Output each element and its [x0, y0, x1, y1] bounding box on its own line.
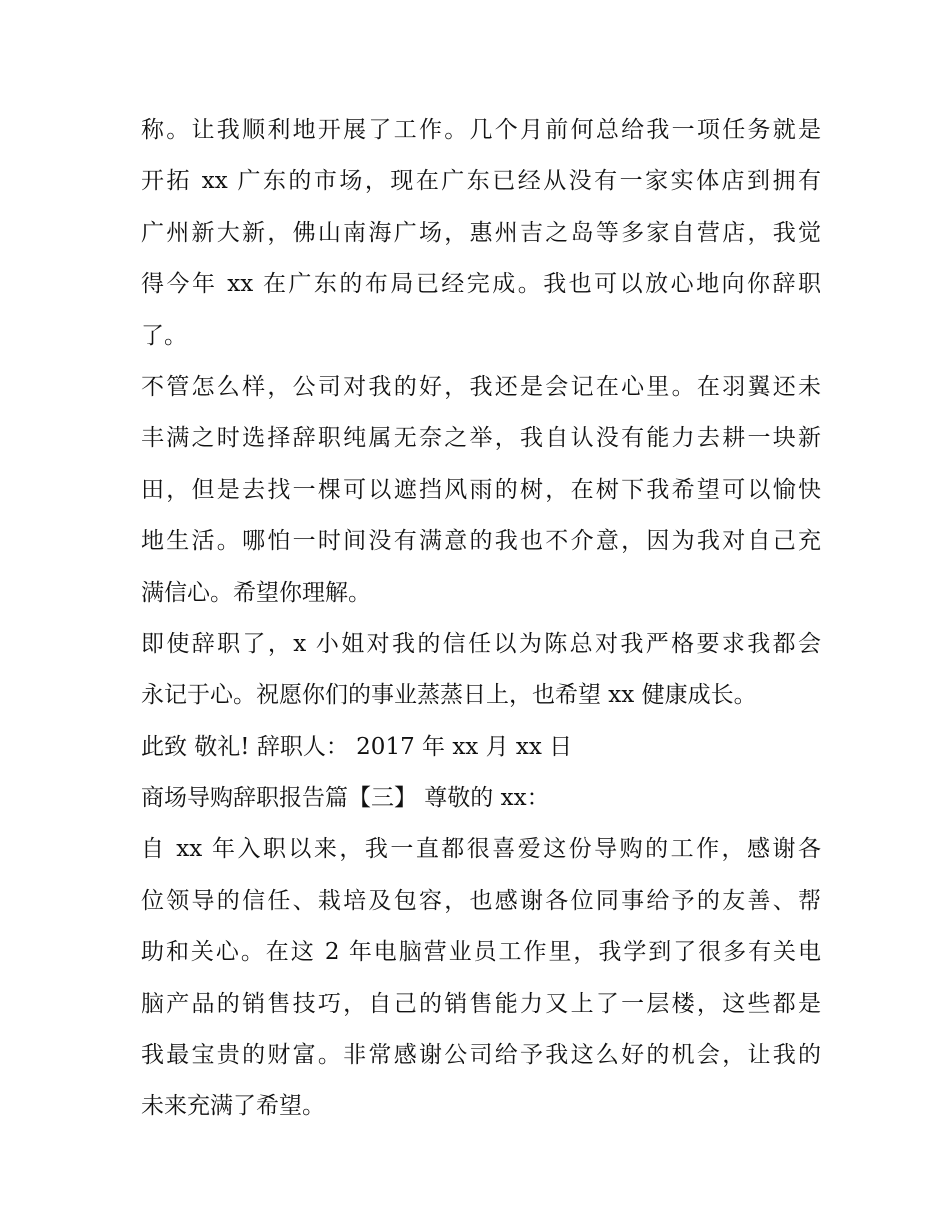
text-line: 满信心。希望你理解。	[141, 579, 371, 606]
text-line: 广州新大新，佛山南海广场，惠州吉之岛等多家自营店，我觉	[141, 219, 821, 246]
text-line: 自 xx 年入职以来，我一直都很喜爱这份导购的工作，感谢各	[141, 836, 821, 863]
text-line: 脑产品的销售技巧，自己的销售能力又上了一层楼，这些都是	[141, 990, 821, 1017]
text-line: 我最宝贵的财富。非常感谢公司给予我这么好的机会，让我的	[141, 1042, 821, 1069]
text-line: 地生活。哪怕一时间没有满意的我也不介意，因为我对自己充	[141, 528, 821, 555]
text-line: 未来充满了希望。	[141, 1093, 325, 1120]
text-line: 得今年 xx 在广东的布局已经完成。我也可以放心地向你辞职	[141, 271, 821, 298]
text-line: 丰满之时选择辞职纯属无奈之举，我自认没有能力去耕一块新	[141, 425, 821, 452]
document-body	[141, 107, 821, 1135]
text-line: 不管怎么样，公司对我的好，我还是会记在心里。在羽翼还未	[141, 373, 821, 400]
text-line: 田，但是去找一棵可以遮挡风雨的树，在树下我希望可以愉快	[141, 476, 821, 503]
text-line: 了。	[141, 322, 187, 349]
text-line: 永记于心。祝愿你们的事业蒸蒸日上，也希望 xx 健康成长。	[141, 682, 757, 709]
section-heading: 商场导购辞职报告篇【三】 尊敬的 xx：	[141, 785, 550, 812]
text-line: 开拓 xx 广东的市场，现在广东已经从没有一家实体店到拥有	[141, 168, 821, 195]
text-line: 即使辞职了，x 小姐对我的信任以为陈总对我严格要求我都会	[141, 630, 821, 657]
closing-line: 此致 敬礼! 辞职人： 2017 年 xx 月 xx 日	[141, 733, 573, 760]
text-line: 助和关心。在这 2 年电脑营业员工作里，我学到了很多有关电	[141, 939, 821, 966]
text-line: 位领导的信任、栽培及包容，也感谢各位同事给予的友善、帮	[141, 887, 821, 914]
text-line: 称。让我顺利地开展了工作。几个月前何总给我一项任务就是	[141, 117, 821, 143]
